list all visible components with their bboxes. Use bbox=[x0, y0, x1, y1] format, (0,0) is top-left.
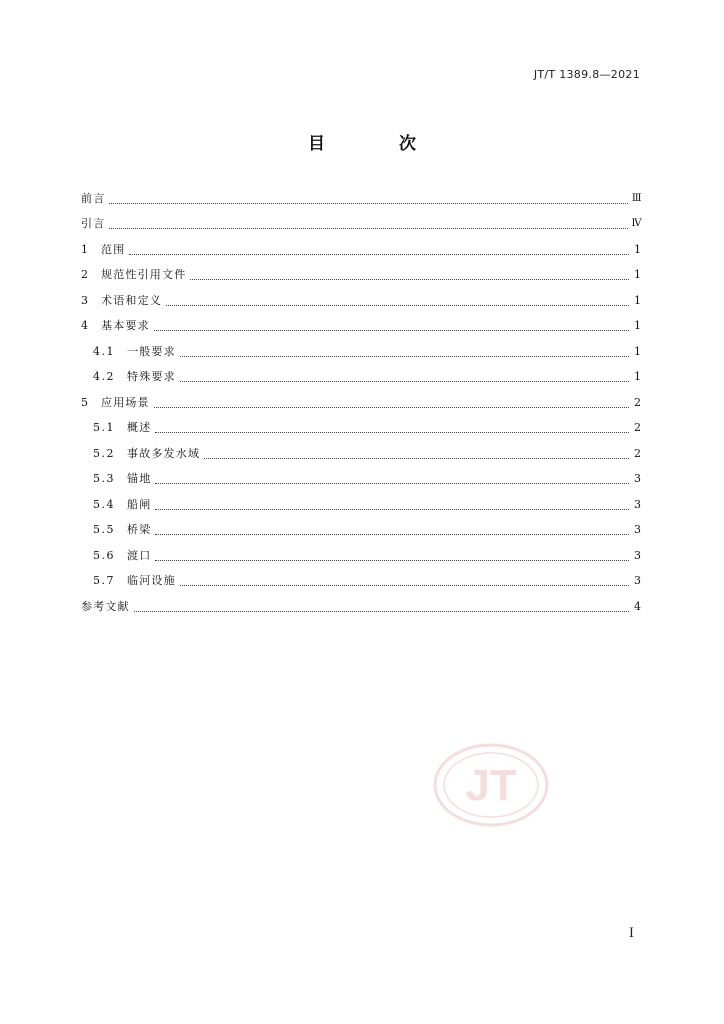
toc-entry[interactable] bbox=[81, 288, 641, 314]
toc-entry-title: 应用场景 bbox=[101, 395, 150, 409]
toc-entry-page: 2 bbox=[634, 421, 641, 435]
toc-entry[interactable] bbox=[81, 416, 641, 442]
toc-entry[interactable] bbox=[81, 186, 641, 212]
toc-entry-number: 4.2 bbox=[93, 370, 115, 384]
toc-entry[interactable] bbox=[81, 543, 641, 569]
toc-entry-number: 5.5 bbox=[93, 523, 115, 537]
toc-entry-page: Ⅲ bbox=[631, 192, 641, 204]
toc-entry-number: 5.2 bbox=[93, 446, 115, 460]
toc-entry-number: 5 bbox=[81, 395, 88, 409]
toc-entry-title: 桥梁 bbox=[127, 523, 152, 537]
toc-entry-title: 船闸 bbox=[127, 497, 152, 511]
toc-entry-title: 前言 bbox=[81, 191, 106, 205]
toc-entry-title: 规范性引用文件 bbox=[101, 268, 187, 282]
toc-entry-title: 锚地 bbox=[127, 472, 152, 486]
toc-entry[interactable] bbox=[81, 339, 641, 365]
toc-entry-page: 1 bbox=[634, 293, 641, 307]
toc-dot-leader bbox=[154, 398, 629, 408]
table-of-contents bbox=[81, 186, 641, 620]
toc-entry[interactable] bbox=[81, 263, 641, 289]
toc-entry[interactable] bbox=[81, 492, 641, 518]
toc-entry-number: 4 bbox=[81, 319, 88, 333]
toc-entry-title: 临河设施 bbox=[127, 574, 176, 588]
toc-entry-title: 概述 bbox=[127, 421, 152, 435]
toc-entry-number: 5.3 bbox=[93, 472, 115, 486]
page-number: I bbox=[628, 926, 634, 941]
toc-entry-number: 1 bbox=[81, 242, 88, 256]
toc-dot-leader bbox=[154, 321, 629, 331]
toc-entry-title: 事故多发水域 bbox=[127, 446, 201, 460]
toc-entry-page: 2 bbox=[634, 446, 641, 460]
toc-entry-page: 3 bbox=[634, 548, 641, 562]
toc-dot-leader bbox=[109, 219, 627, 229]
toc-entry-title: 术语和定义 bbox=[101, 293, 162, 307]
toc-dot-leader bbox=[180, 576, 629, 586]
toc-entry-title: 引言 bbox=[81, 217, 106, 231]
toc-dot-leader bbox=[155, 423, 629, 433]
toc-dot-leader bbox=[129, 245, 629, 255]
watermark-text: JT bbox=[465, 761, 517, 810]
toc-entry-title: 一般要求 bbox=[127, 344, 176, 358]
toc-entry-page: 3 bbox=[634, 523, 641, 537]
toc-entry[interactable] bbox=[81, 237, 641, 263]
toc-entry[interactable] bbox=[81, 467, 641, 493]
toc-entry-title: 基本要求 bbox=[101, 319, 150, 333]
toc-entry[interactable] bbox=[81, 594, 641, 620]
toc-entry-page: 3 bbox=[634, 574, 641, 588]
toc-dot-leader bbox=[204, 449, 629, 459]
toc-dot-leader bbox=[180, 372, 629, 382]
toc-entry[interactable] bbox=[81, 365, 641, 391]
toc-entry-number: 5.7 bbox=[93, 574, 115, 588]
toc-entry-title: 特殊要求 bbox=[127, 370, 176, 384]
toc-entry-page: 2 bbox=[634, 395, 641, 409]
toc-entry[interactable] bbox=[81, 390, 641, 416]
toc-dot-leader bbox=[180, 347, 629, 357]
toc-dot-leader bbox=[190, 270, 629, 280]
toc-entry[interactable] bbox=[81, 314, 641, 340]
toc-dot-leader bbox=[166, 296, 629, 306]
toc-entry-number: 5.1 bbox=[93, 421, 115, 435]
toc-dot-leader bbox=[134, 602, 629, 612]
toc-entry-page: 3 bbox=[634, 472, 641, 486]
toc-dot-leader bbox=[155, 525, 629, 535]
toc-entry-number: 3 bbox=[81, 293, 88, 307]
toc-entry-title: 范围 bbox=[101, 242, 126, 256]
toc-entry[interactable] bbox=[81, 212, 641, 238]
toc-entry[interactable] bbox=[81, 569, 641, 595]
toc-entry-number: 5.6 bbox=[93, 548, 115, 562]
toc-entry-page: 3 bbox=[634, 497, 641, 511]
toc-entry-number: 5.4 bbox=[93, 497, 115, 511]
toc-dot-leader bbox=[109, 194, 627, 204]
toc-dot-leader bbox=[155, 474, 629, 484]
toc-entry-title: 渡口 bbox=[127, 548, 152, 562]
toc-dot-leader bbox=[155, 500, 629, 510]
toc-entry-number: 2 bbox=[81, 268, 88, 282]
toc-entry-title: 参考文献 bbox=[81, 599, 130, 613]
toc-entry-page: 1 bbox=[634, 319, 641, 333]
toc-dot-leader bbox=[155, 551, 629, 561]
toc-title: 目 次 bbox=[308, 134, 450, 154]
toc-entry-page: 4 bbox=[634, 599, 641, 613]
toc-entry-number: 4.1 bbox=[93, 344, 115, 358]
toc-entry-page: 1 bbox=[634, 242, 641, 256]
toc-entry-page: 1 bbox=[634, 370, 641, 384]
toc-entry-page: 1 bbox=[634, 344, 641, 358]
document-code: JT/T 1389.8—2021 bbox=[533, 68, 640, 81]
toc-entry[interactable] bbox=[81, 441, 641, 467]
jt-watermark-logo bbox=[432, 742, 550, 828]
toc-entry[interactable] bbox=[81, 518, 641, 544]
toc-entry-page: 1 bbox=[634, 268, 641, 282]
toc-entry-page: Ⅳ bbox=[631, 218, 641, 230]
